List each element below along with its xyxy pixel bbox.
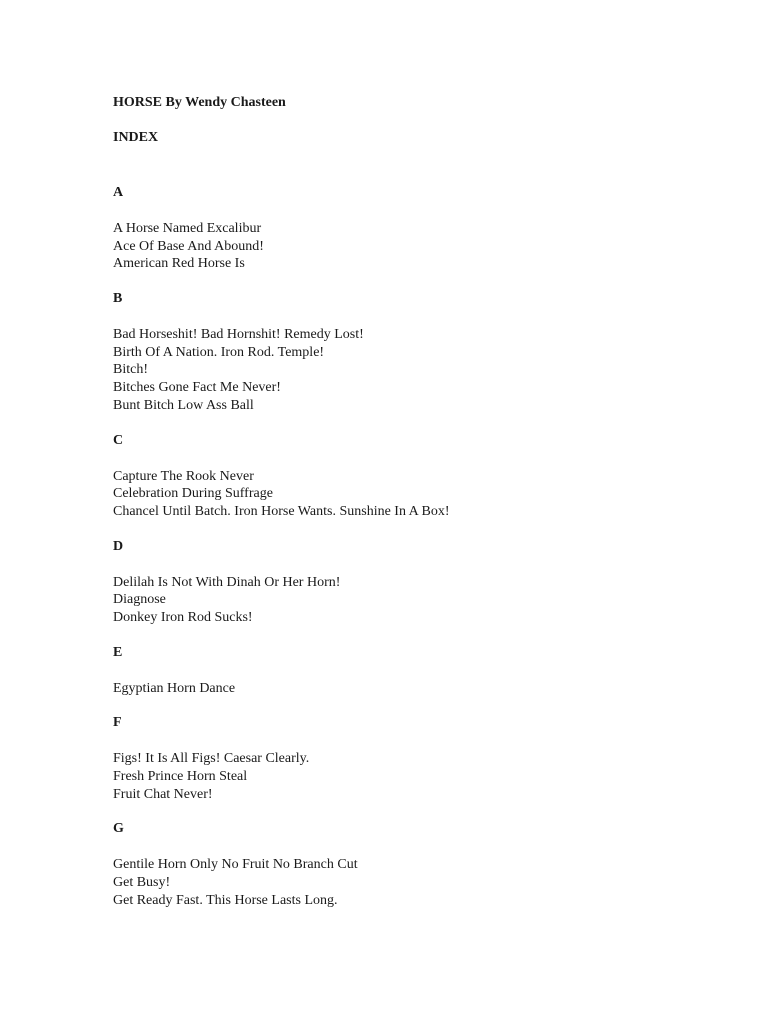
entry-list <box>113 468 713 521</box>
index-entry[interactable]: Celebration During Suffrage <box>113 486 273 502</box>
index-entry[interactable]: Capture The Rook Never <box>113 468 254 484</box>
index-section-c <box>113 432 713 521</box>
entry-list <box>113 750 713 803</box>
index-section-e <box>113 644 713 698</box>
index-entry[interactable]: Birth Of A Nation. Iron Rod. Temple! <box>113 344 325 360</box>
index-entry[interactable]: Get Busy! <box>113 875 171 891</box>
index-entry[interactable]: Delilah Is Not With Dinah Or Her Horn! <box>113 574 341 590</box>
index-entry[interactable]: Bitches Gone Fact Me Never! <box>113 380 281 396</box>
index-entry[interactable]: Chancel Until Batch. Iron Horse Wants. Sunshine In A Box! <box>113 503 450 519</box>
section-letter: A <box>113 185 124 200</box>
index-entry[interactable]: A Horse Named Excalibur <box>113 221 262 236</box>
section-letter: G <box>113 821 124 837</box>
document-page <box>113 94 713 909</box>
index-entry[interactable]: Donkey Iron Rod Sucks! <box>113 609 253 625</box>
index-entry[interactable]: American Red Horse Is <box>113 256 245 272</box>
index-heading: INDEX <box>113 130 159 145</box>
index-section-a <box>113 184 713 273</box>
index-entry[interactable]: Figs! It Is All Figs! Caesar Clearly. <box>113 751 310 767</box>
index-entry[interactable]: Diagnose <box>113 592 166 608</box>
section-letter: D <box>113 538 124 554</box>
entry-list <box>113 220 713 273</box>
index-section-d <box>113 538 713 627</box>
entry-list <box>113 574 713 627</box>
index-entry[interactable]: Fruit Chat Never! <box>113 786 213 802</box>
index-entry[interactable]: Bunt Bitch Low Ass Ball <box>113 397 254 413</box>
entry-list <box>113 856 713 909</box>
document-title: HORSE By Wendy Chasteen <box>113 95 286 110</box>
index-entry[interactable]: Fresh Prince Horn Steal <box>113 769 248 784</box>
index-section-b <box>113 290 713 414</box>
entry-list <box>113 326 713 414</box>
index-sections <box>113 184 713 909</box>
section-letter: F <box>113 715 122 731</box>
index-entry[interactable]: Get Ready Fast. This Horse Lasts Long. <box>113 892 338 908</box>
index-entry[interactable]: Gentile Horn Only No Fruit No Branch Cut <box>113 857 358 873</box>
section-letter: E <box>113 644 123 660</box>
entry-list <box>113 680 713 698</box>
section-letter: B <box>113 291 123 307</box>
index-entry[interactable]: Bitch! <box>113 362 148 378</box>
index-section-f <box>113 714 713 803</box>
index-section-g <box>113 820 713 909</box>
section-letter: C <box>113 432 124 448</box>
index-entry[interactable]: Bad Horseshit! Bad Hornshit! Remedy Lost! <box>113 327 364 343</box>
index-entry[interactable]: Egyptian Horn Dance <box>113 680 236 696</box>
index-entry[interactable]: Ace Of Base And Abound! <box>113 238 264 254</box>
